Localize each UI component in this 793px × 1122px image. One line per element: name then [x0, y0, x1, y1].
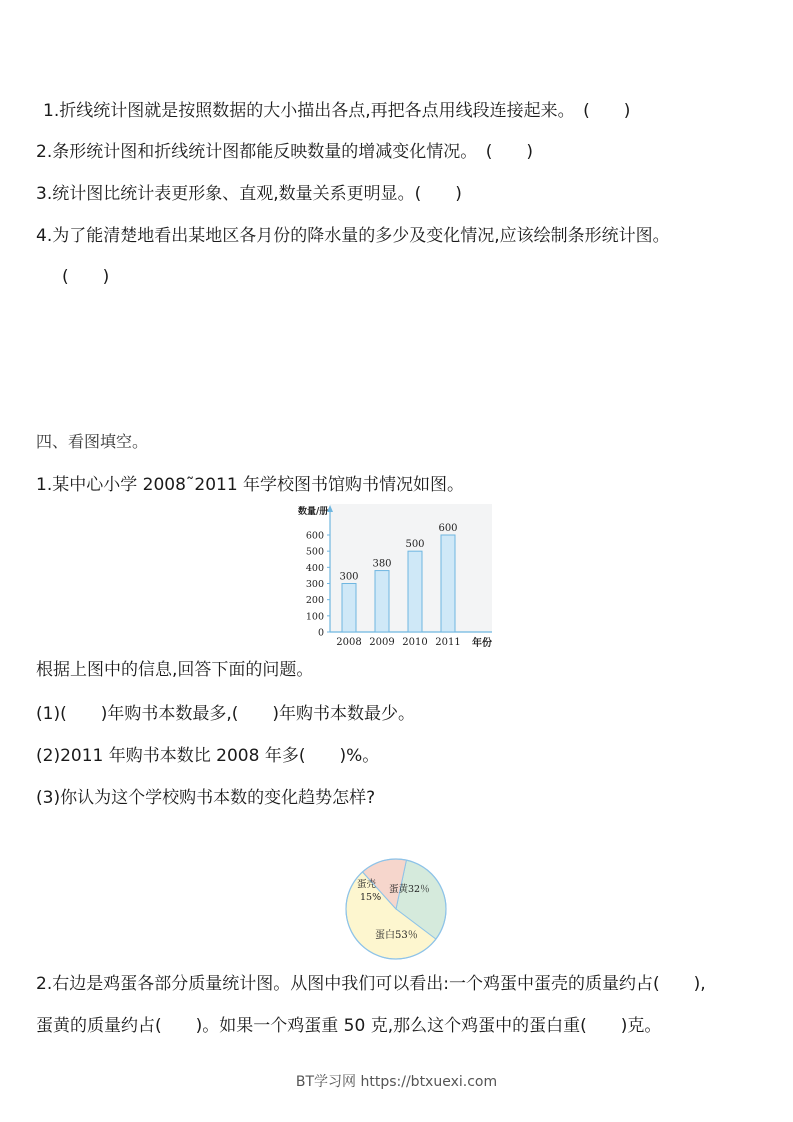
chart-bar: [342, 584, 356, 633]
chart-y-tick-label: 500: [305, 546, 324, 558]
pie-label-white: 蛋白53％: [375, 930, 418, 941]
chart-y-tick-label: 0: [317, 627, 324, 639]
section-title: 四、看图填空。: [36, 432, 149, 451]
chart-xlabel: 年份: [472, 638, 492, 649]
chart-y-tick-label: 400: [305, 562, 324, 574]
chart-x-tick-label: 2008: [336, 637, 362, 648]
chart-bar: [441, 535, 455, 632]
pie-label-yolk: 蛋黄32％: [389, 884, 430, 895]
chart-data-label: 600: [438, 523, 458, 534]
chart-y-tick-label: 100: [305, 611, 324, 623]
q1-sub1: (1)( )年购书本数最多,( )年购书本数最少。: [36, 704, 416, 724]
judge-item-4: 4.为了能清楚地看出某地区各月份的降水量的多少及变化情况,应该绘制条形统计图。: [36, 226, 670, 246]
chart-x-tick-label: 2011: [435, 637, 461, 648]
q2-line2: 蛋黄的质量约占( )。如果一个鸡蛋重 50 克,那么这个鸡蛋中的蛋白重( )克。: [36, 1016, 662, 1036]
chart-ylabel: 数量/册: [298, 507, 329, 517]
pie-chart: [343, 856, 449, 962]
chart-data-label: 380: [372, 558, 392, 570]
judge-item-3: 3.统计图比统计表更形象、直观,数量关系更明显。( ): [36, 184, 462, 204]
chart-y-tick-label: 300: [305, 579, 324, 590]
q1-intro: 1.某中心小学 2008˜2011 年学校图书馆购书情况如图。: [36, 475, 465, 495]
chart-bar: [375, 571, 389, 632]
judge-item-1: 1.折线统计图就是按照数据的大小描出各点,再把各点用线段连接起来。 ( ): [43, 101, 631, 121]
chart-y-tick-label: 600: [305, 530, 324, 542]
chart-y-tick-label: 200: [305, 595, 324, 607]
chart-x-tick-label: 2010: [402, 637, 428, 648]
pie-label-shell-2: 15%: [360, 892, 382, 903]
footer: BT学习网 https://btxuexi.com: [295, 1074, 498, 1090]
q2-line1: 2.右边是鸡蛋各部分质量统计图。从图中我们可以看出:一个鸡蛋中蛋壳的质量约占( ),: [36, 974, 706, 994]
judge-item-2: 2.条形统计图和折线统计图都能反映数量的增减变化情况。 ( ): [36, 142, 533, 162]
chart-x-tick-label: 2009: [369, 637, 395, 648]
chart-data-label: 500: [405, 539, 425, 551]
chart-data-label: 300: [339, 571, 359, 583]
q1-lead: 根据上图中的信息,回答下面的问题。: [36, 660, 314, 680]
judge-item-4-blank: ( ): [62, 267, 110, 287]
q1-sub3: (3)你认为这个学校购书本数的变化趋势怎样?: [36, 788, 376, 808]
bar-chart: [294, 500, 500, 652]
q1-sub2: (2)2011 年购书本数比 2008 年多( )%。: [36, 746, 380, 766]
chart-bar: [408, 551, 422, 632]
pie-label-shell-1: 蛋壳: [357, 879, 377, 890]
